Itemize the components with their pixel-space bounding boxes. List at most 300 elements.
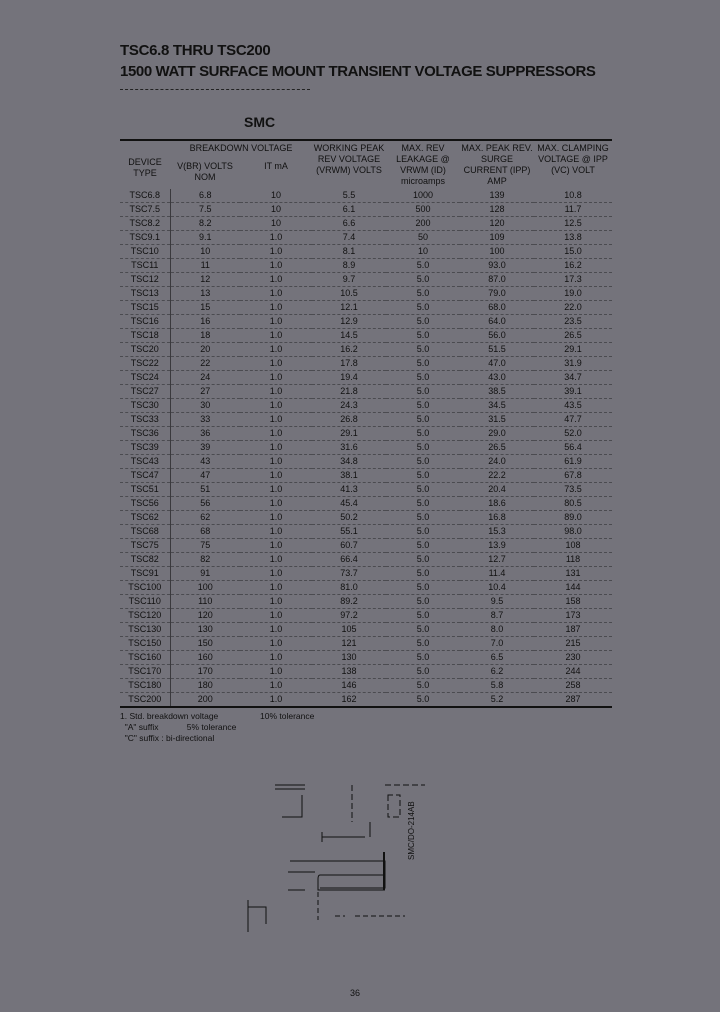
cell-leakage: 50 [386,231,460,245]
cell-ipp: 56.0 [460,329,534,343]
cell-vrwm: 41.3 [312,483,386,497]
cell-leakage: 5.0 [386,665,460,679]
cell-vrwm: 16.2 [312,343,386,357]
table-row [120,413,612,427]
cell-device-type: TSC150 [120,637,170,651]
cell-vrwm: 66.4 [312,553,386,567]
cell-vc: 17.3 [534,273,612,287]
col-vrwm: WORKING PEAK REV VOLTAGE (VRWM) VOLTS [312,140,386,189]
note-c-suffix: "C" suffix : bi-directional [124,733,215,743]
cell-vc: 89.0 [534,511,612,525]
table-row [120,609,612,623]
cell-ipp: 29.0 [460,427,534,441]
col-vc: MAX. CLAMPING VOLTAGE @ IPP (VC) VOLT [534,140,612,189]
cell-vrwm: 9.7 [312,273,386,287]
cell-ipp: 11.4 [460,567,534,581]
table-row [120,539,612,553]
cell-vbr: 8.2 [170,217,240,231]
cell-ipp: 8.0 [460,623,534,637]
cell-ipp: 5.2 [460,693,534,708]
cell-vc: 98.0 [534,525,612,539]
cell-leakage: 5.0 [386,637,460,651]
table-row [120,595,612,609]
cell-leakage: 5.0 [386,693,460,708]
cell-vbr: 16 [170,315,240,329]
cell-vrwm: 19.4 [312,371,386,385]
cell-vc: 215 [534,637,612,651]
cell-vbr: 9.1 [170,231,240,245]
cell-vc: 23.5 [534,315,612,329]
cell-ipp: 128 [460,203,534,217]
package-label: SMC/DO-214AB [407,801,416,860]
cell-vbr: 15 [170,301,240,315]
cell-vbr: 27 [170,385,240,399]
cell-device-type: TSC62 [120,511,170,525]
cell-leakage: 1000 [386,189,460,203]
cell-vc: 15.0 [534,245,612,259]
cell-vrwm: 26.8 [312,413,386,427]
cell-ipp: 15.3 [460,525,534,539]
cell-vc: 56.4 [534,441,612,455]
cell-ipp: 10.4 [460,581,534,595]
cell-leakage: 5.0 [386,553,460,567]
cell-it: 1.0 [240,455,312,469]
table-row [120,385,612,399]
cell-vrwm: 73.7 [312,567,386,581]
note-std: 1. Std. breakdown voltage [120,711,219,721]
cell-it: 1.0 [240,357,312,371]
cell-device-type: TSC51 [120,483,170,497]
cell-it: 1.0 [240,301,312,315]
cell-vrwm: 12.1 [312,301,386,315]
cell-vrwm: 130 [312,651,386,665]
note-a-tol: 5% tolerance [186,722,237,732]
cell-ipp: 64.0 [460,315,534,329]
cell-vrwm: 5.5 [312,189,386,203]
cell-vc: 11.7 [534,203,612,217]
cell-ipp: 6.5 [460,651,534,665]
table-row [120,399,612,413]
cell-leakage: 5.0 [386,315,460,329]
cell-device-type: TSC12 [120,273,170,287]
cell-it: 10 [240,203,312,217]
cell-vrwm: 8.9 [312,259,386,273]
cell-device-type: TSC6.8 [120,189,170,203]
cell-device-type: TSC15 [120,301,170,315]
cell-vc: 43.5 [534,399,612,413]
cell-it: 1.0 [240,483,312,497]
cell-vbr: 47 [170,469,240,483]
cell-vbr: 10 [170,245,240,259]
cell-vrwm: 10.5 [312,287,386,301]
cell-device-type: TSC68 [120,525,170,539]
cell-vc: 67.8 [534,469,612,483]
table-row [120,203,612,217]
cell-leakage: 5.0 [386,497,460,511]
table-row [120,231,612,245]
table-row [120,581,612,595]
table-row [120,637,612,651]
cell-device-type: TSC47 [120,469,170,483]
cell-ipp: 139 [460,189,534,203]
cell-leakage: 5.0 [386,287,460,301]
cell-vrwm: 81.0 [312,581,386,595]
cell-device-type: TSC20 [120,343,170,357]
cell-leakage: 5.0 [386,581,460,595]
cell-it: 1.0 [240,329,312,343]
cell-vc: 80.5 [534,497,612,511]
cell-vbr: 39 [170,441,240,455]
cell-vc: 73.5 [534,483,612,497]
cell-vrwm: 162 [312,693,386,708]
cell-vbr: 22 [170,357,240,371]
cell-vbr: 20 [170,343,240,357]
cell-it: 1.0 [240,497,312,511]
table-row [120,315,612,329]
table-row [120,301,612,315]
table-row [120,511,612,525]
cell-it: 1.0 [240,231,312,245]
cell-ipp: 34.5 [460,399,534,413]
cell-device-type: TSC91 [120,567,170,581]
cell-vc: 131 [534,567,612,581]
cell-it: 1.0 [240,595,312,609]
cell-vbr: 43 [170,455,240,469]
cell-leakage: 5.0 [386,651,460,665]
cell-it: 1.0 [240,427,312,441]
cell-it: 1.0 [240,343,312,357]
cell-device-type: TSC200 [120,693,170,708]
cell-leakage: 5.0 [386,343,460,357]
cell-vbr: 180 [170,679,240,693]
cell-it: 1.0 [240,665,312,679]
cell-vbr: 91 [170,567,240,581]
cell-vbr: 51 [170,483,240,497]
cell-vbr: 56 [170,497,240,511]
table-row [120,567,612,581]
cell-it: 1.0 [240,525,312,539]
cell-ipp: 31.5 [460,413,534,427]
cell-leakage: 5.0 [386,609,460,623]
cell-ipp: 13.9 [460,539,534,553]
cell-vbr: 36 [170,427,240,441]
cell-vc: 61.9 [534,455,612,469]
cell-vbr: 200 [170,693,240,708]
col-device: DEVICE TYPE [120,140,170,189]
cell-vrwm: 89.2 [312,595,386,609]
table-row [120,553,612,567]
cell-vc: 173 [534,609,612,623]
col-vbr: V(BR) VOLTS NOM [177,160,233,182]
cell-leakage: 200 [386,217,460,231]
col-ipp: MAX. PEAK REV. SURGE CURRENT (IPP) AMP [460,140,534,189]
cell-device-type: TSC160 [120,651,170,665]
cell-leakage: 5.0 [386,525,460,539]
cell-leakage: 5.0 [386,567,460,581]
cell-leakage: 5.0 [386,371,460,385]
cell-it: 1.0 [240,385,312,399]
document-subtitle: 1500 WATT SURFACE MOUNT TRANSIENT VOLTAGE SUPPRESSORS [120,63,596,80]
cell-ipp: 43.0 [460,371,534,385]
cell-vbr: 6.8 [170,189,240,203]
cell-vc: 52.0 [534,427,612,441]
cell-ipp: 68.0 [460,301,534,315]
cell-it: 1.0 [240,637,312,651]
cell-vbr: 75 [170,539,240,553]
cell-device-type: TSC8.2 [120,217,170,231]
note-a-suffix: "A" suffix [124,722,159,732]
cell-vbr: 12 [170,273,240,287]
table-row [120,497,612,511]
table-row [120,483,612,497]
cell-device-type: TSC100 [120,581,170,595]
cell-leakage: 5.0 [386,273,460,287]
cell-vc: 39.1 [534,385,612,399]
table-row [120,357,612,371]
cell-vrwm: 29.1 [312,427,386,441]
cell-vrwm: 6.6 [312,217,386,231]
cell-vbr: 100 [170,581,240,595]
cell-leakage: 5.0 [386,329,460,343]
cell-vbr: 160 [170,651,240,665]
cell-it: 1.0 [240,273,312,287]
cell-leakage: 5.0 [386,483,460,497]
cell-leakage: 5.0 [386,679,460,693]
table-row [120,469,612,483]
cell-it: 1.0 [240,651,312,665]
cell-vrwm: 60.7 [312,539,386,553]
cell-it: 1.0 [240,679,312,693]
cell-device-type: TSC82 [120,553,170,567]
col-leakage: MAX. REV LEAKAGE @ VRWM (ID) microamps [386,140,460,189]
cell-ipp: 8.7 [460,609,534,623]
cell-vrwm: 97.2 [312,609,386,623]
cell-it: 10 [240,189,312,203]
cell-vrwm: 12.9 [312,315,386,329]
cell-device-type: TSC18 [120,329,170,343]
table-row [120,455,612,469]
table-row [120,623,612,637]
cell-device-type: TSC130 [120,623,170,637]
cell-it: 1.0 [240,259,312,273]
table-row [120,273,612,287]
cell-it: 1.0 [240,399,312,413]
cell-ipp: 93.0 [460,259,534,273]
cell-vbr: 82 [170,553,240,567]
cell-it: 1.0 [240,245,312,259]
cell-device-type: TSC180 [120,679,170,693]
cell-vc: 118 [534,553,612,567]
cell-it: 1.0 [240,469,312,483]
cell-vrwm: 50.2 [312,511,386,525]
table-row [120,245,612,259]
table-row [120,217,612,231]
cell-device-type: TSC10 [120,245,170,259]
cell-ipp: 120 [460,217,534,231]
cell-device-type: TSC16 [120,315,170,329]
cell-vbr: 150 [170,637,240,651]
cell-leakage: 5.0 [386,259,460,273]
cell-it: 1.0 [240,413,312,427]
cell-vc: 187 [534,623,612,637]
cell-it: 1.0 [240,441,312,455]
cell-vrwm: 6.1 [312,203,386,217]
cell-ipp: 18.6 [460,497,534,511]
cell-vrwm: 7.4 [312,231,386,245]
cell-ipp: 22.2 [460,469,534,483]
table-row [120,259,612,273]
table-row [120,665,612,679]
cell-device-type: TSC24 [120,371,170,385]
cell-vrwm: 146 [312,679,386,693]
cell-it: 1.0 [240,581,312,595]
footnotes [120,711,612,744]
cell-leakage: 5.0 [386,469,460,483]
table-row [120,525,612,539]
cell-ipp: 24.0 [460,455,534,469]
cell-vc: 12.5 [534,217,612,231]
cell-device-type: TSC33 [120,413,170,427]
cell-vbr: 13 [170,287,240,301]
cell-vc: 13.8 [534,231,612,245]
cell-leakage: 5.0 [386,539,460,553]
cell-ipp: 16.8 [460,511,534,525]
cell-ipp: 47.0 [460,357,534,371]
cell-it: 1.0 [240,287,312,301]
cell-vc: 158 [534,595,612,609]
cell-vc: 22.0 [534,301,612,315]
cell-device-type: TSC7.5 [120,203,170,217]
cell-ipp: 7.0 [460,637,534,651]
cell-vbr: 33 [170,413,240,427]
cell-vbr: 130 [170,623,240,637]
cell-vbr: 68 [170,525,240,539]
cell-vrwm: 31.6 [312,441,386,455]
cell-vc: 16.2 [534,259,612,273]
cell-vbr: 120 [170,609,240,623]
cell-ipp: 79.0 [460,287,534,301]
cell-it: 1.0 [240,609,312,623]
cell-device-type: TSC27 [120,385,170,399]
package-heading: SMC [244,114,276,130]
cell-vc: 26.5 [534,329,612,343]
cell-vrwm: 17.8 [312,357,386,371]
cell-vrwm: 24.3 [312,399,386,413]
cell-vbr: 170 [170,665,240,679]
cell-leakage: 5.0 [386,455,460,469]
col-breakdown: BREAKDOWN VOLTAGE [170,140,312,159]
divider [120,89,310,90]
table-row [120,651,612,665]
cell-it: 10 [240,217,312,231]
cell-leakage: 5.0 [386,511,460,525]
col-it: IT mA [264,160,288,171]
cell-vc: 258 [534,679,612,693]
cell-ipp: 100 [460,245,534,259]
cell-ipp: 109 [460,231,534,245]
table-row [120,441,612,455]
table-row [120,287,612,301]
table-row [120,427,612,441]
cell-vc: 31.9 [534,357,612,371]
cell-vc: 108 [534,539,612,553]
cell-ipp: 51.5 [460,343,534,357]
cell-vc: 230 [534,651,612,665]
table-row [120,343,612,357]
cell-vbr: 18 [170,329,240,343]
cell-it: 1.0 [240,623,312,637]
cell-leakage: 5.0 [386,623,460,637]
cell-leakage: 500 [386,203,460,217]
cell-vrwm: 121 [312,637,386,651]
cell-it: 1.0 [240,511,312,525]
table-row [120,371,612,385]
cell-ipp: 9.5 [460,595,534,609]
cell-leakage: 10 [386,245,460,259]
cell-leakage: 5.0 [386,399,460,413]
cell-vbr: 110 [170,595,240,609]
cell-it: 1.0 [240,553,312,567]
cell-vbr: 62 [170,511,240,525]
cell-ipp: 26.5 [460,441,534,455]
cell-vc: 10.8 [534,189,612,203]
cell-device-type: TSC13 [120,287,170,301]
cell-vrwm: 34.8 [312,455,386,469]
table-row [120,189,612,203]
cell-vc: 19.0 [534,287,612,301]
cell-vc: 144 [534,581,612,595]
page-number: 36 [350,988,361,998]
cell-vc: 29.1 [534,343,612,357]
cell-it: 1.0 [240,371,312,385]
cell-device-type: TSC56 [120,497,170,511]
cell-leakage: 5.0 [386,427,460,441]
cell-vc: 34.7 [534,371,612,385]
cell-vc: 287 [534,693,612,708]
cell-vrwm: 14.5 [312,329,386,343]
cell-leakage: 5.0 [386,357,460,371]
cell-it: 1.0 [240,693,312,708]
cell-vrwm: 45.4 [312,497,386,511]
cell-vc: 47.7 [534,413,612,427]
cell-device-type: TSC75 [120,539,170,553]
cell-device-type: TSC110 [120,595,170,609]
cell-it: 1.0 [240,315,312,329]
cell-device-type: TSC36 [120,427,170,441]
table-section [120,139,612,744]
cell-ipp: 5.8 [460,679,534,693]
cell-device-type: TSC9.1 [120,231,170,245]
cell-leakage: 5.0 [386,301,460,315]
specifications-table [120,139,612,708]
cell-device-type: TSC11 [120,259,170,273]
cell-vrwm: 21.8 [312,385,386,399]
cell-vbr: 24 [170,371,240,385]
cell-device-type: TSC43 [120,455,170,469]
cell-it: 1.0 [240,567,312,581]
document-title: TSC6.8 THRU TSC200 [120,42,271,59]
cell-vbr: 7.5 [170,203,240,217]
cell-ipp: 38.5 [460,385,534,399]
cell-device-type: TSC30 [120,399,170,413]
cell-leakage: 5.0 [386,385,460,399]
cell-leakage: 5.0 [386,595,460,609]
cell-vrwm: 38.1 [312,469,386,483]
cell-vrwm: 55.1 [312,525,386,539]
table-row [120,679,612,693]
note-std-tol: 10% tolerance [260,711,315,721]
cell-it: 1.0 [240,539,312,553]
